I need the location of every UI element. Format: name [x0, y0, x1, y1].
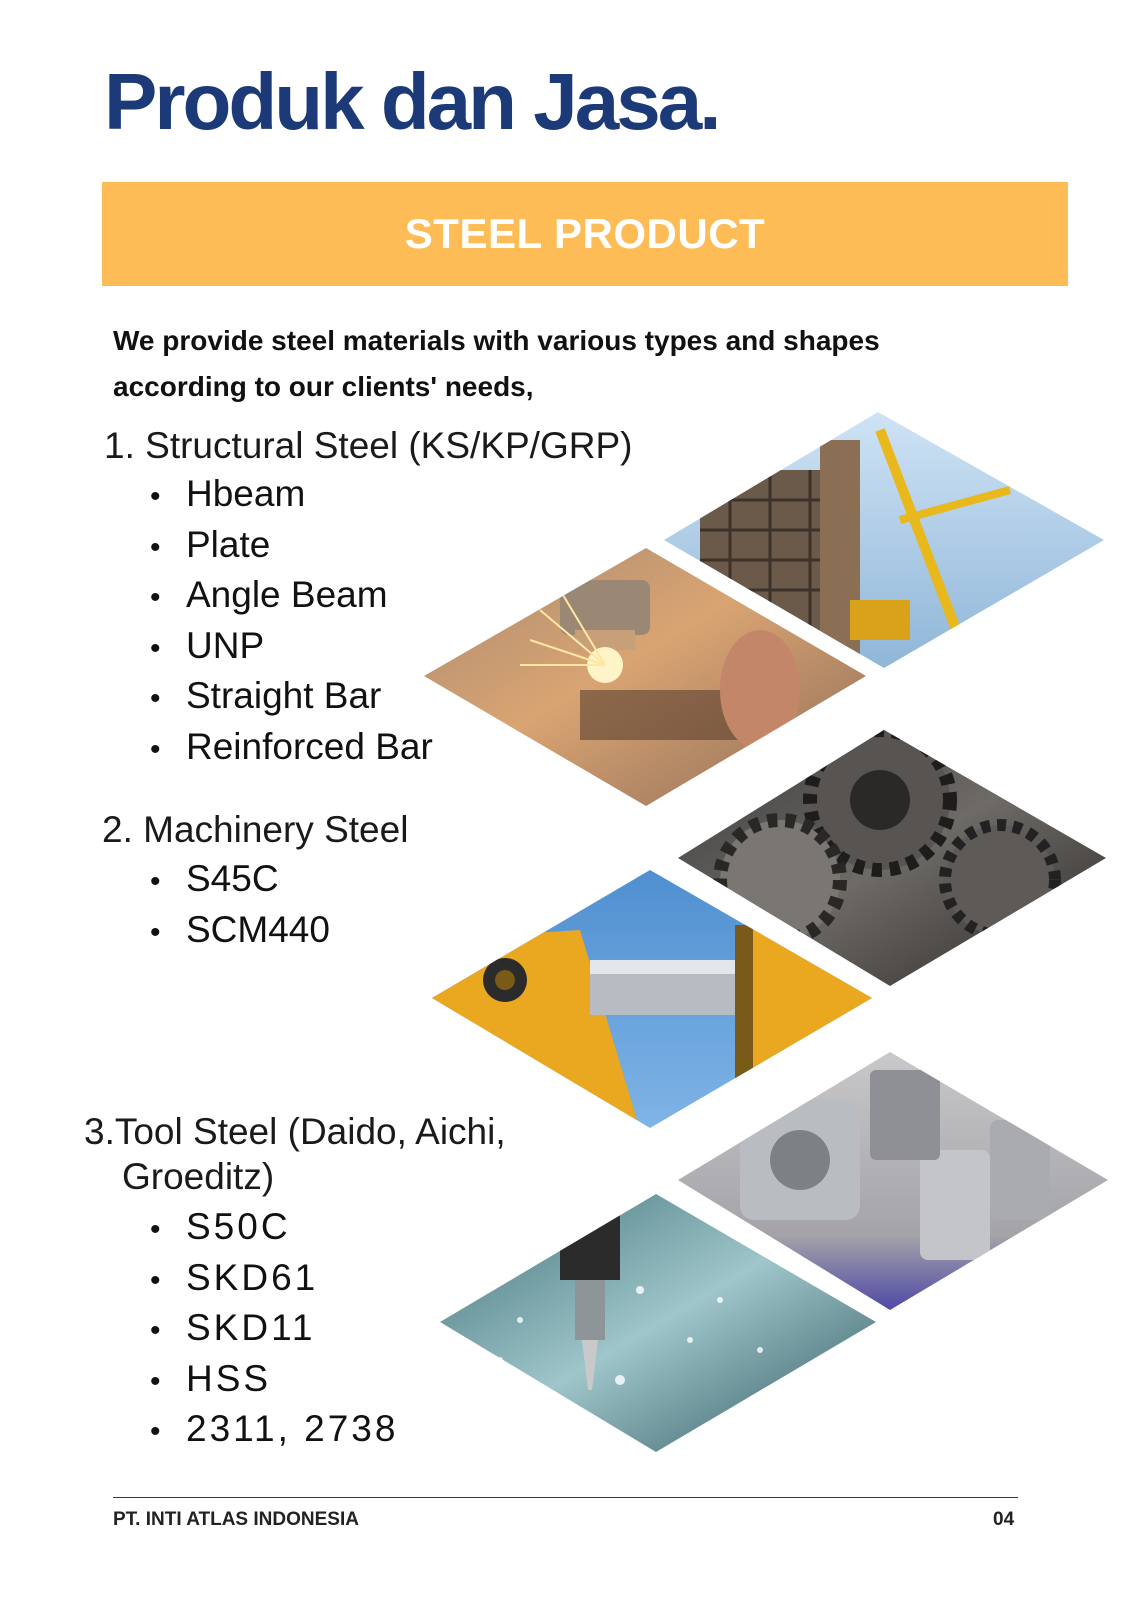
- list-item: • Hbeam: [150, 473, 306, 514]
- page-title: Produk dan Jasa.: [104, 57, 719, 146]
- list-item: • 2311, 2738: [150, 1408, 399, 1449]
- intro-line: according to our clients' needs,: [113, 371, 534, 402]
- footer-divider: [113, 1497, 1018, 1498]
- list-item: • SCM440: [150, 908, 330, 950]
- section-heading-machinery-steel: 2. Machinery Steel: [102, 809, 409, 850]
- section-heading-structural-steel: 1. Structural Steel (KS/KP/GRP): [104, 425, 633, 466]
- list-item: • Angle Beam: [150, 574, 388, 615]
- section-heading-tool-steel-cont: Groeditz): [122, 1156, 275, 1197]
- list-item: • UNP: [150, 624, 265, 666]
- list-item: • S50C: [150, 1206, 291, 1247]
- list-item: • SKD61: [150, 1256, 319, 1298]
- banner-label: STEEL PRODUCT: [404, 210, 766, 257]
- list-item: • Straight Bar: [150, 675, 382, 716]
- list-item: • Reinforced Bar: [150, 725, 433, 767]
- footer-page-number: 04: [993, 1509, 1015, 1530]
- list-item: • Plate: [150, 523, 271, 565]
- section-heading-tool-steel: 3.Tool Steel (Daido, Aichi,: [84, 1111, 506, 1152]
- footer-company: PT. INTI ATLAS INDONESIA: [113, 1509, 359, 1530]
- list-item: • HSS: [150, 1357, 272, 1399]
- list-item: • SKD11: [150, 1307, 316, 1348]
- intro-line: We provide steel materials with various types and shapes: [113, 325, 880, 356]
- list-item: • S45C: [150, 858, 279, 899]
